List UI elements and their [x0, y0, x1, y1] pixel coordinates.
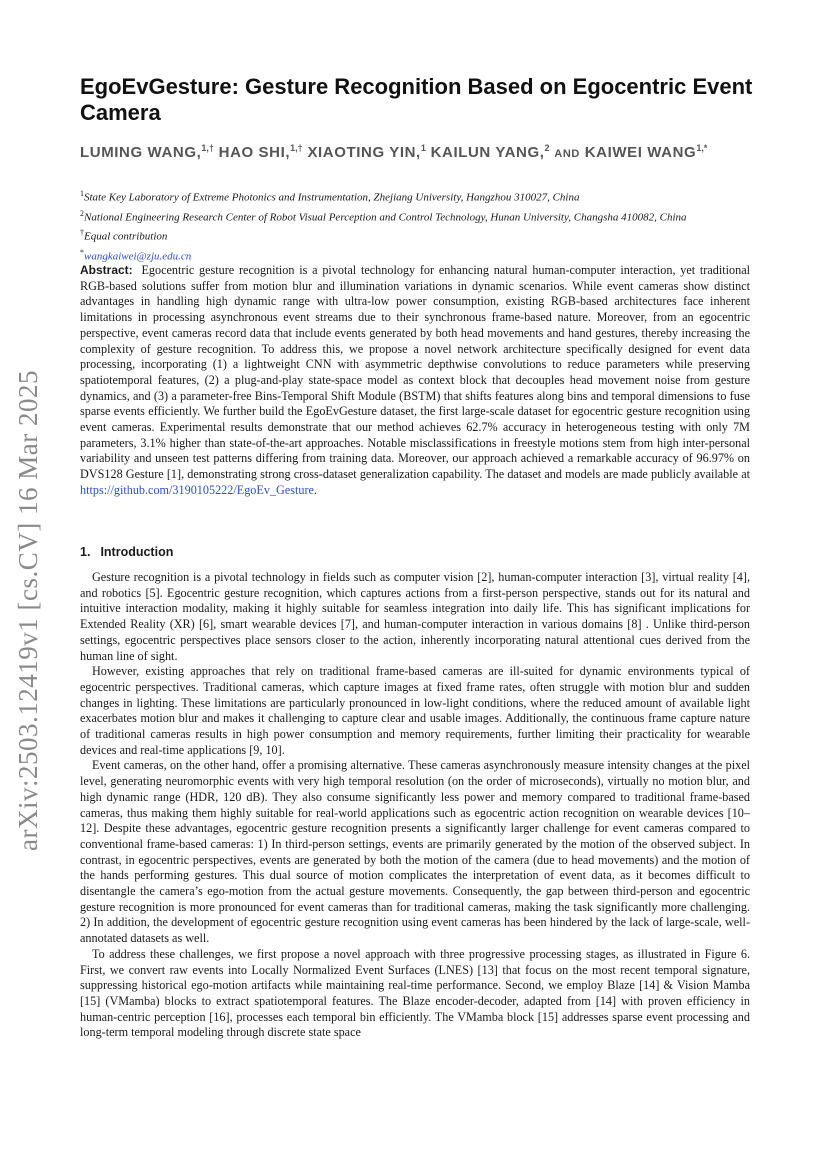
- abstract-text: Egocentric gesture recognition is a pivotal technology for enhancing natural human-computer interaction, yet traditional RGB-based solutions suffer from motion blur and illumination variations in dynamic scenarios. While event cameras show distinct advantages in handling high dynamic range with ultra-low power consumption, existing RGB-based architectures face inherent limitations in processing asynchronous event streams due to their synchronous frame-based nature. Moreover, from an egocentric perspective, event cameras record data that include events generated by both head movements and hand gestures, thereby increasing the complexity of gesture recognition. To address this, we propose a novel network architecture specifically designed for event data processing, incorporating (1) a lightweight CNN with asymmetric depthwise convolutions to reduce parameters while preserving spatiotemporal features, (2) a plug-and-play state-space model as context block that decouples head movement noise from gesture dynamics, and (3) a parameter-free Bins-Temporal Shift Module (BSTM) that shifts features along bins and temporal dimensions to fuse sparse events efficiently. We further build the EgoEvGesture dataset, the first large-scale dataset for egocentric gesture recognition using event cameras. Experimental results demonstrate that our method achieves 62.7% accuracy in heterogeneous testing with only 7M parameters, 3.1% higher than state-of-the-art approaches. Notable misclassifications in freestyle motions stem from high inter-personal variability and unseen test patterns differing from training data. Moreover, our approach achieved a remarkable accuracy of 96.97% on DVS128 Gesture [1], demonstrating strong cross-dataset generalization capability. The dataset and models are made publicly available at: [80, 263, 751, 482]
- author-name: KAIWEI WANG: [584, 144, 697, 161]
- affiliation-list: [80, 186, 770, 265]
- arxiv-identifier-stamp: [6, 360, 50, 860]
- author-affiliation-mark: 2: [544, 143, 550, 153]
- introduction-body: [80, 570, 750, 1041]
- section-number: 1.: [80, 545, 91, 559]
- affiliation-text: National Engineering Research Center of Robot Visual Perception and Control Technology, Hunan University, Changsha 410082, China: [84, 211, 687, 224]
- author-affiliation-mark: 1,†: [201, 143, 214, 153]
- dataset-repository-link[interactable]: https://github.com/3190105222/EgoEv_Gesture: [80, 482, 314, 497]
- body-paragraph: Event cameras, on the other hand, offer a promising alternative. These cameras asynchronously measure intensity changes at the pixel level, generating neuromorphic events with very high temporal resolution (on the order of microseconds), virtually no motion blur, and high dynamic range (HDR, 120 dB). They also consume significantly less power and memory compared to traditional frame-based cameras, thus making them highly suitable for real-world applications such as egocentric action recognition on wearable devices [10–12]. Despite these advantages, egocentric gesture recognition presents a significantly larger challenge for event cameras compared to conventional frame-based cameras: 1) In third-person settings, events are primarily generated by the motion of the observed subject. In contrast, in egocentric perspectives, events are generated by both the motion of the camera (due to head movements) and the motion of the hands performing gestures. This dual source of motion complicates the interpretation of event data, as it becomes difficult to disentangle the camera’s ego-motion from the actual gesture movements. Consequently, the gap between third-person and egocentric gesture recognition is more pronounced for event cameras than for traditional cameras, making the task significantly more challenging. 2) In addition, the development of egocentric gesture recognition using event cameras has been hindered by the lack of large-scale, well-annotated datasets as well.: [80, 758, 750, 946]
- author-conjunction: AND: [554, 148, 580, 160]
- arxiv-identifier-text: arXiv:2503.12419v1 [cs.CV] 16 Mar 2025: [12, 369, 43, 851]
- author-name: HAO SHI,: [218, 144, 291, 161]
- affiliation-mark: *: [80, 247, 84, 257]
- author-affiliation-mark: 1,†: [290, 143, 303, 153]
- affiliation-row: [80, 225, 770, 245]
- affiliation-text: State Key Laboratory of Extreme Photonics and Instrumentation, Zhejiang University, Hangzhou 310027, China: [84, 191, 580, 204]
- section-title: Introduction: [100, 545, 174, 559]
- affiliation-row: [80, 186, 770, 206]
- affiliation-row: [80, 245, 770, 265]
- body-paragraph: To address these challenges, we first propose a novel approach with three progressive processing stages, as illustrated in Figure 6. First, we convert raw events into Locally Normalized Event Surfaces (LNES) [13] that focus on the most recent temporal signature, suppressing historical ego-motion artifacts while maintaining real-time performance. Second, we employ Blaze [14] & Vision Mamba [15] (VMamba) blocks to extract spatiotemporal features. The Blaze encoder-decoder, adapted from [14] with proven efficiency in human-centric perception [16], processes each temporal bin efficiently. The VMamba block [15] addresses sparse event processing and long-term temporal modeling through discrete state space: [80, 946, 750, 1040]
- author-name: KAILUN YANG,: [430, 144, 545, 161]
- abstract: [80, 263, 750, 499]
- author-affiliation-mark: 1: [420, 143, 426, 153]
- affiliation-mark: 1: [80, 189, 84, 198]
- affiliation-row: [80, 206, 770, 226]
- abstract-label: Abstract:: [80, 263, 133, 277]
- author-affiliation-mark: 1,*: [696, 143, 708, 153]
- paper-title: EgoEvGesture: Gesture Recognition Based on Egocentric Event Camera: [80, 74, 753, 125]
- affiliation-text: Equal contribution: [84, 230, 168, 243]
- author-list: [80, 138, 760, 164]
- affiliation-mark: 2: [80, 208, 84, 218]
- body-paragraph: However, existing approaches that rely on traditional frame-based cameras are ill-suited for dynamic environments typical of egocentric perspectives. Traditional cameras, which capture images at fixed frame rates, often struggle with motion blur and sudden changes in lighting. These limitations are particularly pronounced in low-light conditions, where the reduced amount of available light exacerbates motion blur and makes it challenging to capture clear and usable images. Additionally, the continuous frame capture nature of traditional cameras results in high power consumption and memory requirements, further limiting their practicality for wearable devices and real-time applications [9, 10].: [80, 664, 750, 757]
- affiliation-mark: †: [80, 228, 84, 238]
- body-paragraph: Gesture recognition is a pivotal technology in fields such as computer vision [2], human-computer interaction [3], virtual reality [4], and robotics [5]. Egocentric gesture recognition, which captures actions from a first-person perspective, stands out for its natural and intuitive interaction modality, making it highly suitable for seamless integration into daily life. This has significant implications for Extended Reality (XR) [6], smart wearable devices [7], and human-computer interaction in various domains [8] . Unlike third-person settings, egocentric perspectives place sensors closer to the action, inherently incorporating natural attentional cues derived from the human line of sight.: [80, 570, 750, 663]
- abstract-end-punctuation: .: [313, 482, 317, 497]
- author-name: XIAOTING YIN,: [307, 144, 421, 161]
- section-heading-introduction: [80, 545, 173, 559]
- corresponding-email-link[interactable]: wangkaiwei@zju.edu.cn: [84, 250, 192, 263]
- author-name: LUMING WANG,: [80, 144, 202, 161]
